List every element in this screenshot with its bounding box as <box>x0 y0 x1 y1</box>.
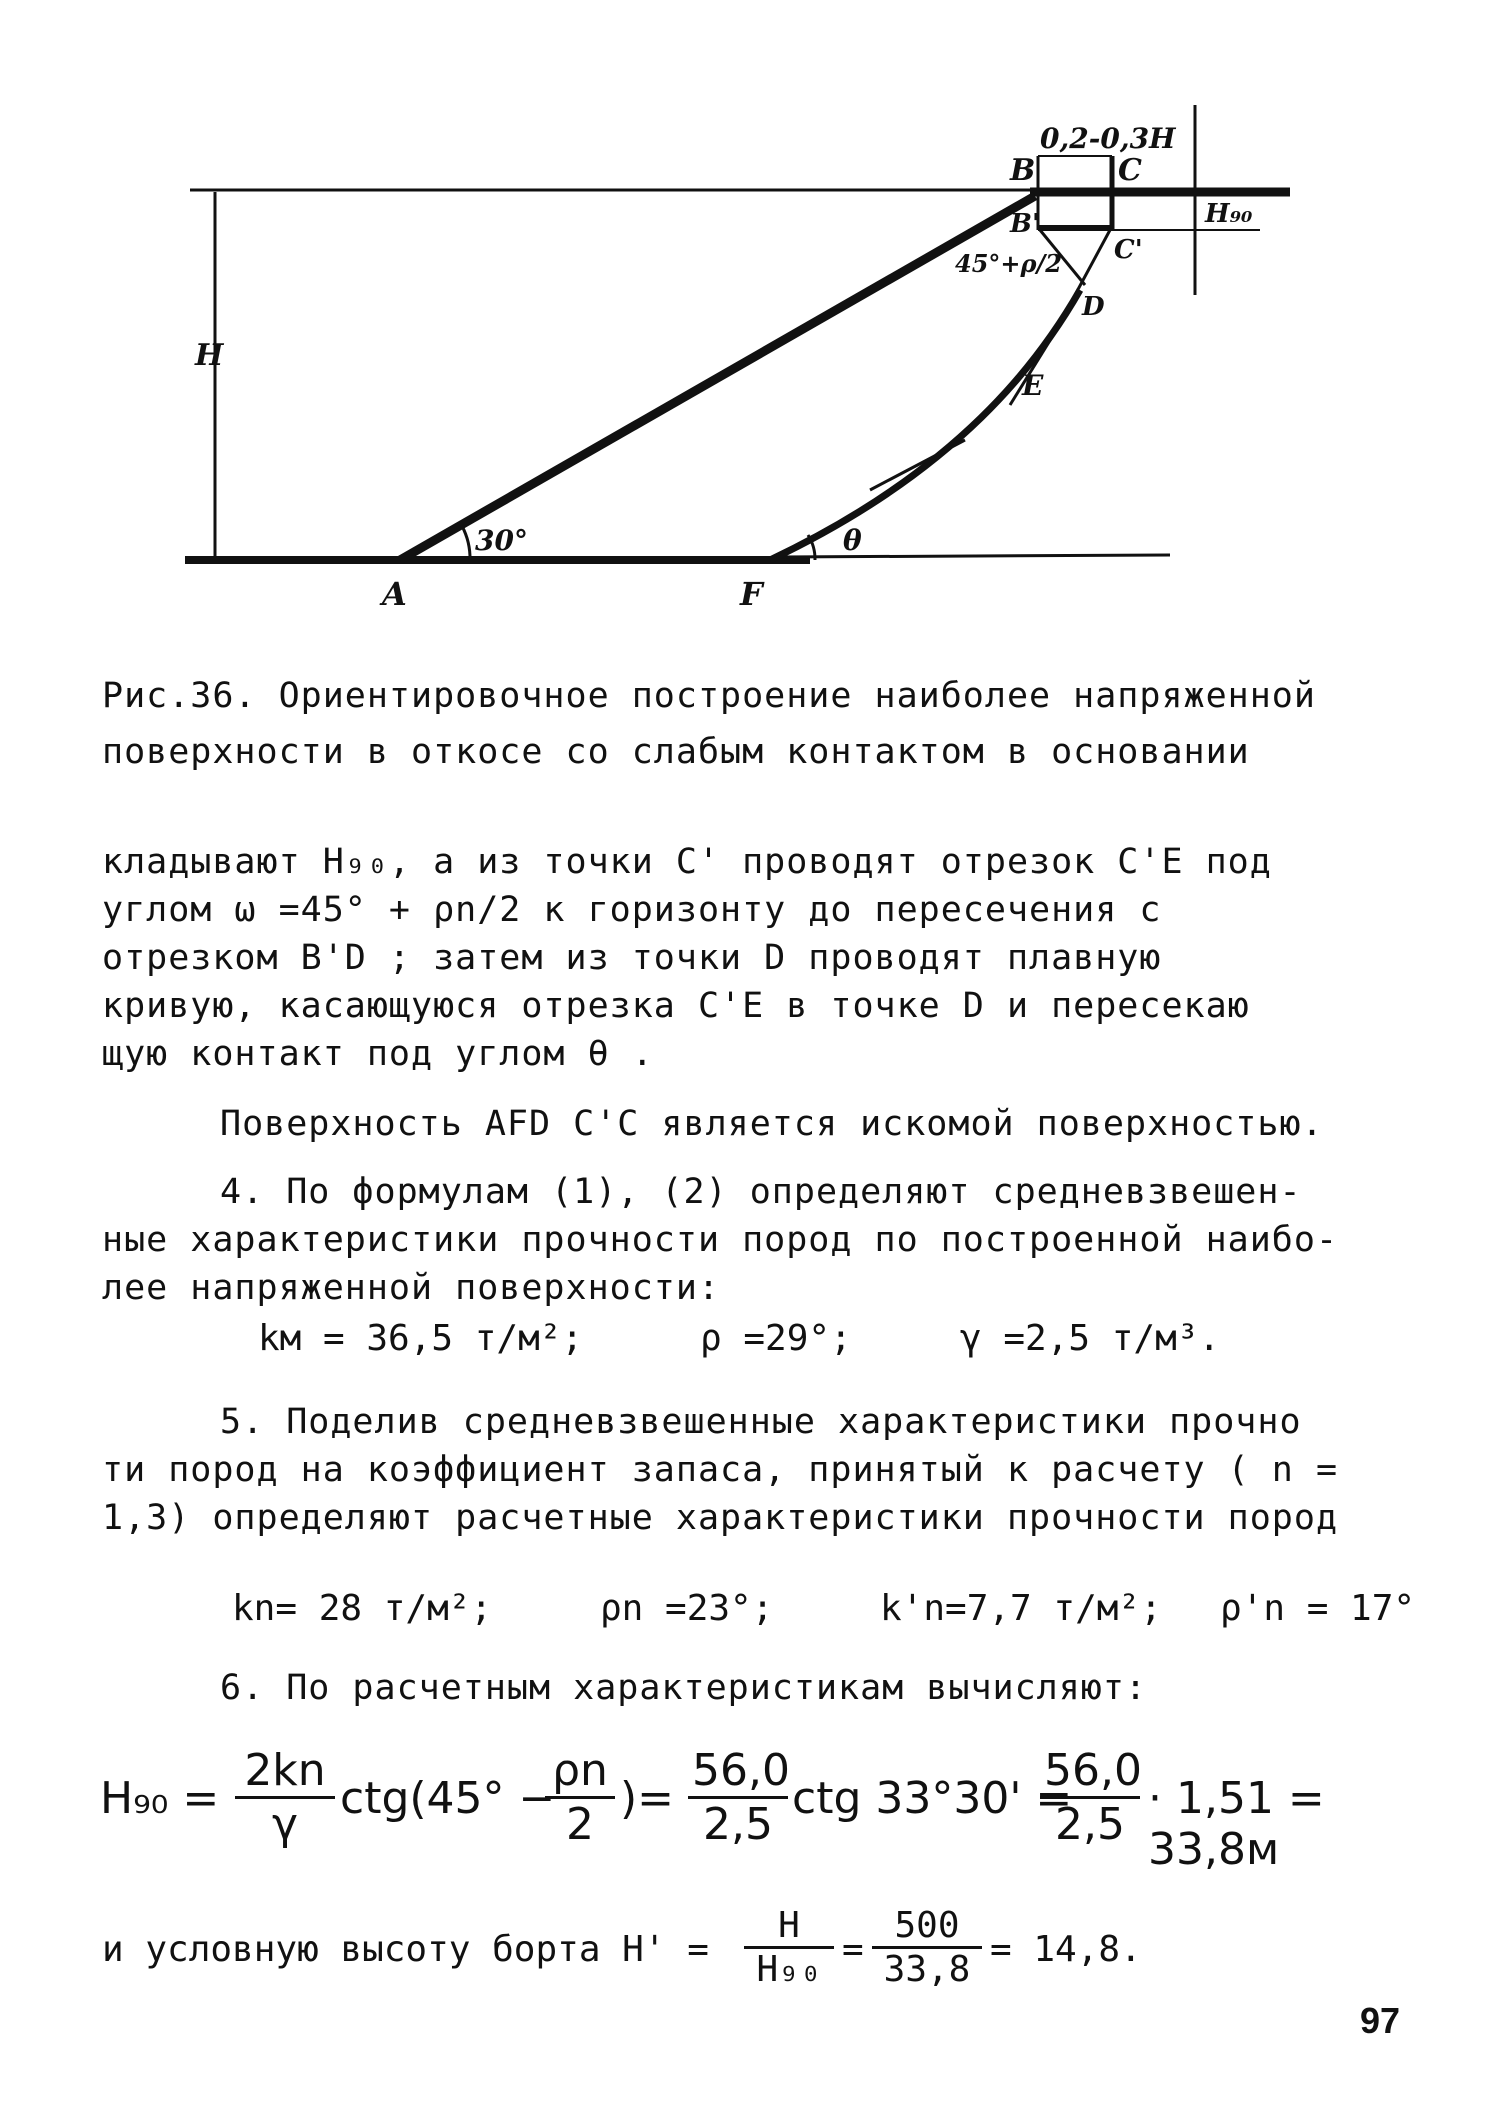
label-angle-45: 45°+ρ/2 <box>955 249 1062 278</box>
value-rho-n-prime: ρ'n = 17° <box>1220 1588 1416 1629</box>
label-e: E <box>1022 369 1044 402</box>
text-line: Поверхность AFD C'C является искомой поверхностью. <box>220 1104 1324 1144</box>
label-f: F <box>740 575 763 613</box>
caption-line-1: Рис.36. Ориентировочное построение наиболее напряженной <box>102 676 1316 716</box>
slope-diagram <box>0 0 1510 640</box>
formula-tail: · 1,51 = 33,8м <box>1148 1773 1325 1875</box>
fraction-numerator: 56,0 <box>1040 1745 1140 1799</box>
label-angle-theta: θ <box>843 524 862 557</box>
label-b1: B' <box>1010 209 1040 239</box>
label-d: D <box>1082 292 1105 322</box>
final-result: = 14,8. <box>990 1929 1142 1970</box>
fraction-numerator: 500 <box>872 1905 982 1949</box>
value-rho: ρ =29°; <box>700 1318 852 1359</box>
label-c: C <box>1118 153 1142 188</box>
final-relative-height <box>102 1905 1302 2015</box>
fraction-denominator: γ <box>271 1799 299 1850</box>
paragraph-step-5 <box>102 1398 1422 1542</box>
text-line: 6. По расчетным характеристикам вычисляют: <box>220 1668 1148 1708</box>
label-b: B <box>1010 153 1036 188</box>
fraction-numerator: ρn <box>545 1745 615 1799</box>
fraction-500-33-8 <box>872 1905 982 1990</box>
label-h90: H₉₀ <box>1205 199 1253 229</box>
fraction-denominator: H₉₀ <box>756 1949 822 1990</box>
label-angle-30: 30° <box>475 524 528 557</box>
fraction-56-2-5 <box>688 1745 788 1850</box>
fraction-denominator: 2,5 <box>1055 1799 1125 1850</box>
fraction-denominator: 2 <box>566 1799 594 1850</box>
text-line: 5. Поделив средневзвешенные характеристики прочно <box>220 1402 1302 1442</box>
caption-line-2: поверхности в откосе со слабым контактом в основании <box>102 732 1250 772</box>
text-line: 4. По формулам (1), (2) определяют средневзвешен- <box>220 1172 1302 1212</box>
paragraph-construction <box>102 838 1422 1078</box>
text-line: отрезком B'D ; затем из точки D проводят плавную <box>102 938 1162 978</box>
text-line: лее напряженной поверхности: <box>102 1268 721 1308</box>
formula-ctg-1: ctg(45° − <box>340 1773 556 1824</box>
failure-curve-df <box>770 290 1080 560</box>
value-k-m: kм = 36,5 т/м²; <box>258 1318 584 1359</box>
fraction-56-2-5-second <box>1040 1745 1140 1850</box>
page-number: 97 <box>1360 2000 1401 2041</box>
fraction-denominator: 2,5 <box>703 1799 773 1850</box>
fraction-denominator: 33,8 <box>883 1949 971 1990</box>
value-kn: kn= 28 т/м²; <box>232 1588 493 1629</box>
text-line: ти пород на коэффициент запаса, принятый к расчету ( n = <box>102 1450 1339 1490</box>
value-rho-n: ρn =23°; <box>600 1588 774 1629</box>
fraction-numerator: 2kn <box>235 1745 335 1799</box>
text-line: щую контакт под углом θ . <box>102 1034 654 1074</box>
formula-h90 <box>100 1745 1420 1875</box>
fraction-rho-2 <box>545 1745 615 1850</box>
formula-ctg-2: ctg 33°30' = <box>792 1773 1073 1824</box>
fraction-2kn-gamma <box>235 1745 335 1850</box>
fraction-numerator: H <box>744 1905 834 1949</box>
label-dim-top: 0,2-0,3H <box>1040 122 1176 155</box>
final-text: и условную высоту борта H' = <box>102 1929 709 1970</box>
text-line: ные характеристики прочности пород по построенной наибо- <box>102 1220 1339 1260</box>
value-kn-prime: k'n=7,7 т/м²; <box>880 1588 1162 1629</box>
slope-line-ab <box>400 196 1035 560</box>
angle-30-arc <box>462 526 470 560</box>
c1-d-line <box>1075 230 1110 295</box>
label-a: A <box>382 575 407 613</box>
value-gamma: γ =2,5 т/м³. <box>960 1318 1221 1359</box>
label-h: H <box>195 338 224 373</box>
final-equals: = <box>842 1929 864 1970</box>
text-line: углом ω =45° + ρn/2 к горизонту до пересечения с <box>102 890 1162 930</box>
paragraph-surface <box>102 1100 1422 1148</box>
paragraph-step-4 <box>102 1168 1422 1312</box>
text-line: 1,3) определяют расчетные характеристики прочности пород <box>102 1498 1339 1538</box>
figure-caption <box>102 668 1402 780</box>
formula-lhs: H₉₀ = <box>100 1773 220 1824</box>
label-c1: C' <box>1114 235 1143 265</box>
fraction-h-h90 <box>744 1905 834 1990</box>
fraction-numerator: 56,0 <box>688 1745 788 1799</box>
formula-close-paren: )= <box>620 1773 675 1824</box>
text-line: кладывают H₉₀, а из точки C' проводят отрезок C'E под <box>102 842 1272 882</box>
paragraph-step-6 <box>102 1664 1422 1712</box>
base-line-right <box>780 555 1170 557</box>
text-line: кривую, касающуюся отрезка C'E в точке D и пересекаю <box>102 986 1250 1026</box>
tangent-f <box>870 440 965 490</box>
